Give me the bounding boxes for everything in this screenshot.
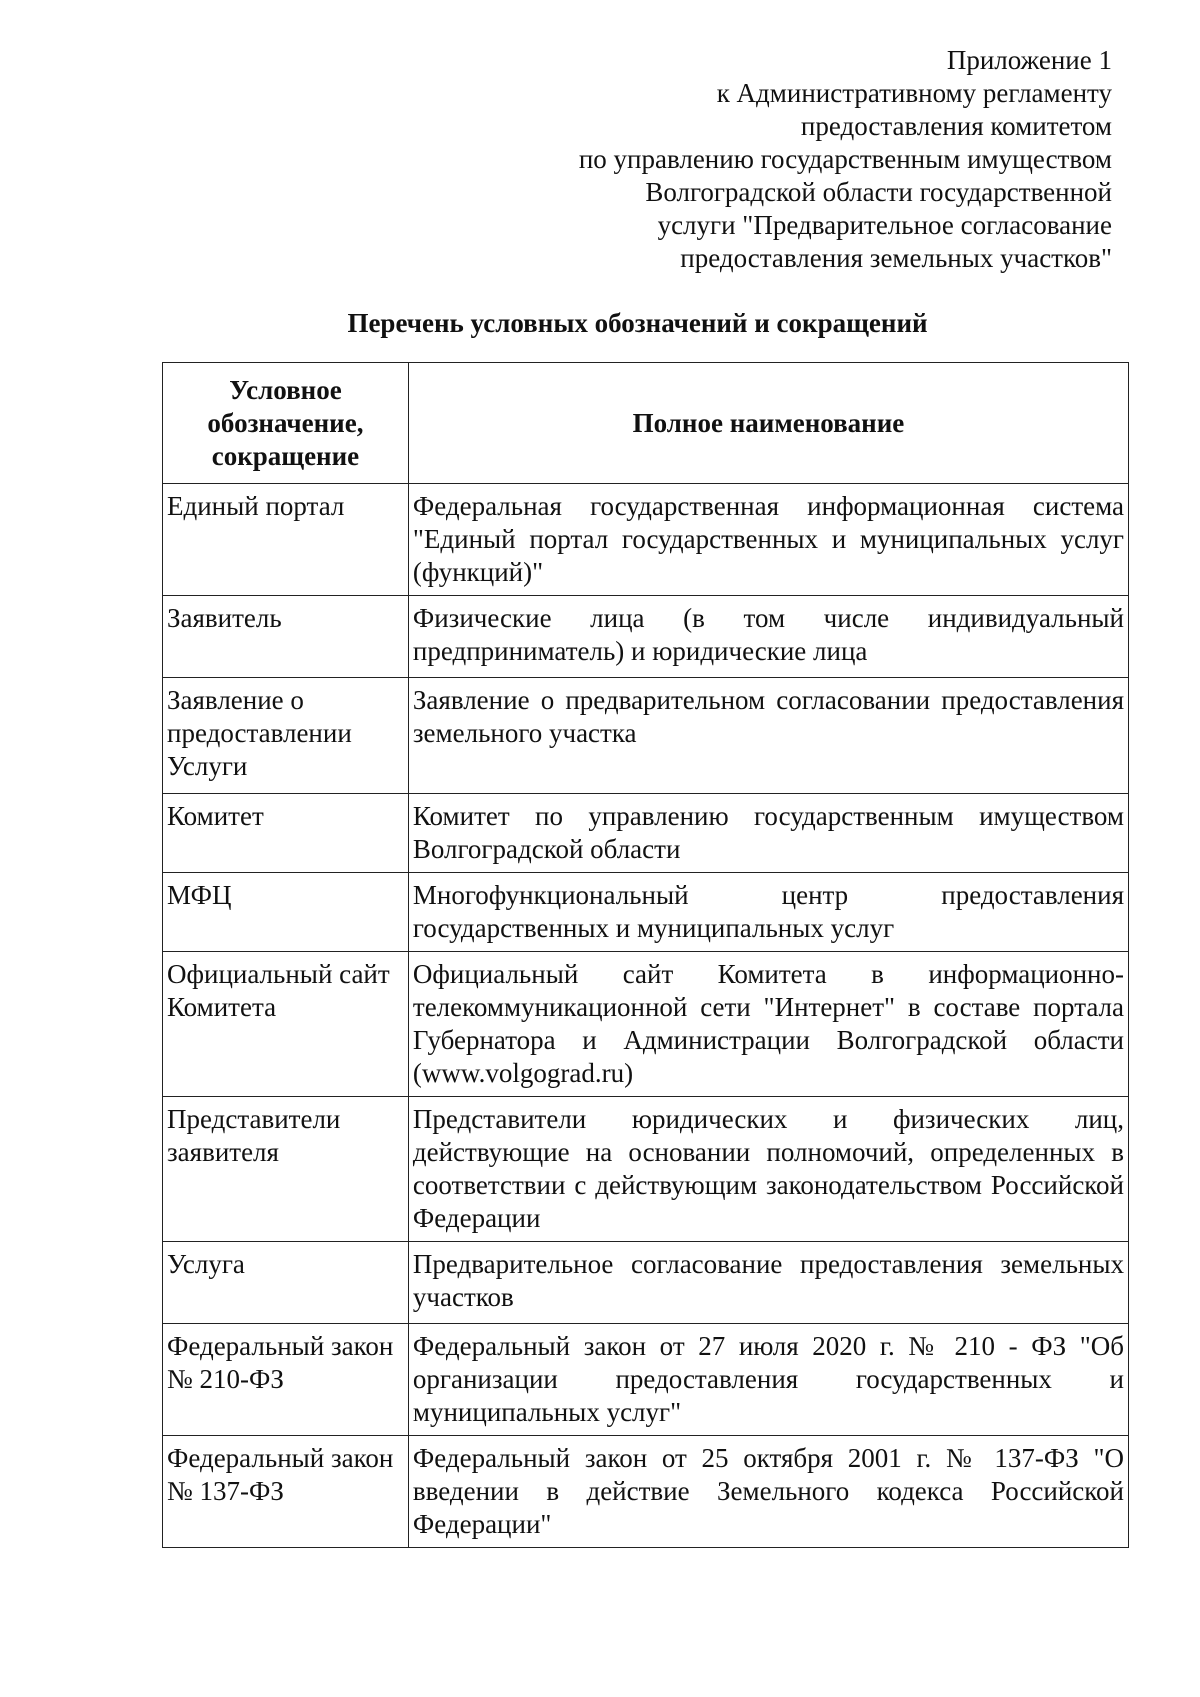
table-row — [163, 678, 1129, 794]
term-cell: МФЦ — [163, 873, 409, 952]
table-row — [163, 794, 1129, 873]
header-line: предоставления земельных участков" — [680, 243, 1112, 273]
definition-cell: Официальный сайт Комитета в информационно-телекоммуникационной сети "Интернет" в составе портала Губернатора и Администрации Волгоградской области (www.volgograd.ru) — [408, 952, 1128, 1097]
table-header-row — [163, 363, 1129, 484]
header-line: по управлению государственным имуществом — [578, 144, 1112, 174]
table-row — [163, 484, 1129, 596]
header-line: Приложение 1 — [946, 45, 1112, 75]
definition-cell: Физические лица (в том числе индивидуальный предприниматель) и юридические лица — [408, 596, 1128, 678]
definition-cell: Заявление о предварительном согласовании предоставления земельного участка — [408, 678, 1128, 794]
term-cell: Комитет — [163, 794, 409, 873]
definition-cell: Представители юридических и физических лиц, действующие на основании полномочий, определенных в соответствии с действующим законодательством Российской Федерации — [408, 1097, 1128, 1242]
term-cell: Федеральный закон № 210-ФЗ — [163, 1324, 409, 1436]
term-cell: Заявление о предоставлении Услуги — [163, 678, 409, 794]
table-row — [163, 952, 1129, 1097]
term-cell: Представители заявителя — [163, 1097, 409, 1242]
header-line: услуги "Предварительное согласование — [657, 210, 1112, 240]
term-cell: Услуга — [163, 1242, 409, 1324]
definition-cell: Федеральная государственная информационная система "Единый портал государственных и муниципальных услуг (функций)" — [408, 484, 1128, 596]
term-cell: Заявитель — [163, 596, 409, 678]
definition-cell: Комитет по управлению государственным имуществом Волгоградской области — [408, 794, 1128, 873]
term-cell: Федеральный закон № 137-ФЗ — [163, 1436, 409, 1548]
abbreviations-table — [162, 362, 1129, 1548]
header-line: Волгоградской области государственной — [645, 177, 1112, 207]
table-row — [163, 596, 1129, 678]
table-row — [163, 1436, 1129, 1548]
table-row — [163, 1242, 1129, 1324]
column-header-term: Условное обозначение, сокращение — [163, 363, 409, 484]
attachment-header — [392, 44, 1112, 275]
column-header-definition: Полное наименование — [408, 363, 1128, 484]
definition-cell: Федеральный закон от 25 октября 2001 г. № 137-ФЗ "О введении в действие Земельного кодекса Российской Федерации" — [408, 1436, 1128, 1548]
term-cell: Официальный сайт Комитета — [163, 952, 409, 1097]
term-cell: Единый портал — [163, 484, 409, 596]
table-row — [163, 1324, 1129, 1436]
document-title: Перечень условных обозначений и сокращений — [347, 308, 928, 338]
header-line: к Административному регламенту — [716, 78, 1112, 108]
definition-cell: Многофункциональный центр предоставления государственных и муниципальных услуг — [408, 873, 1128, 952]
header-line: предоставления комитетом — [800, 111, 1112, 141]
table-row — [163, 873, 1129, 952]
definition-cell: Федеральный закон от 27 июля 2020 г. № 210 - ФЗ "Об организации предоставления государственных и муниципальных услуг" — [408, 1324, 1128, 1436]
table-row — [163, 1097, 1129, 1242]
definition-cell: Предварительное согласование предоставления земельных участков — [408, 1242, 1128, 1324]
